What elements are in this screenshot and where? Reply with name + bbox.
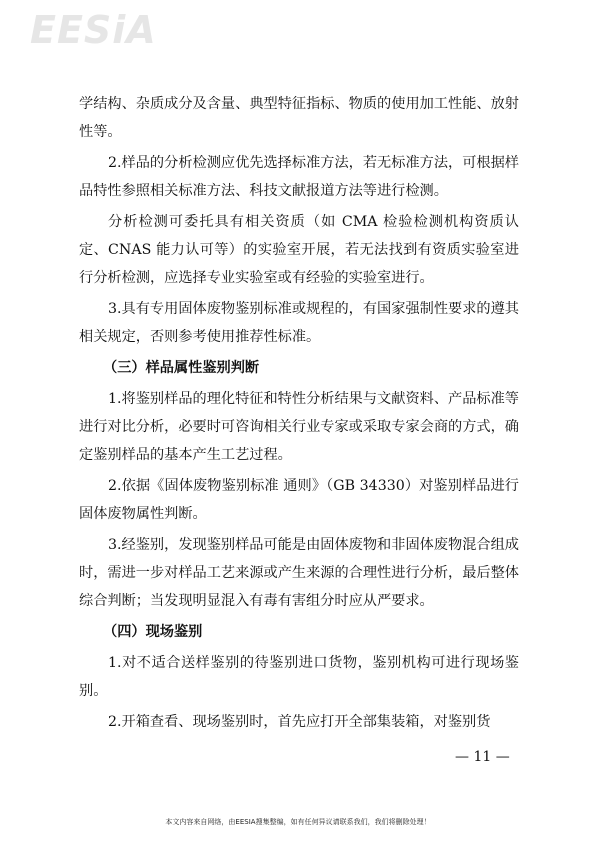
document-body [79,90,519,739]
body-paragraph: 3.具有专用固体废物鉴别标准或规程的，有国家强制性要求的遵其相关规定，否则参考使用推荐性标准。 [79,301,519,345]
body-paragraph: 2.样品的分析检测应优先选择标准方法，若无标准方法，可根据样品特性参照相关标准方法、科技文献报道方法等进行检测。 [79,155,519,199]
body-paragraph: 学结构、杂质成分及含量、典型特征指标、物质的使用加工性能、放射性等。 [79,96,519,140]
body-paragraph: 分析检测可委托具有相关资质（如 CMA 检验检测机构资质认定、CNAS 能力认可等）的实验室开展，若无法找到有资质实验室进行分析检测，应选择专业实验室或有经验的实验室进行。 [79,214,519,286]
body-paragraph: 2.依据《固体废物鉴别标准 通则》（GB 34330）对鉴别样品进行固体废物属性判断。 [79,478,519,522]
section-heading: （三）样品属性鉴别判断 [103,360,260,376]
body-paragraph: 1.将鉴别样品的理化特征和特性分析结果与文献资料、产品标准等进行对比分析，必要时可咨询相关行业专家或采取专家会商的方式，确定鉴别样品的基本产生工艺过程。 [79,391,519,463]
body-paragraph: 1.对不适合送样鉴别的待鉴别进口货物，鉴别机构可进行现场鉴别。 [79,655,519,699]
section-heading: （四）现场鉴别 [103,624,203,640]
page-number: — 11 — [455,749,510,765]
eesia-logo: EESiA [30,8,157,52]
footer-disclaimer: 本文内容来自网络，由EESIA搜集整编，如有任何异议请联系我们，我们将删除处理！ [165,818,431,826]
body-paragraph: 3.经鉴别，发现鉴别样品可能是由固体废物和非固体废物混合组成时，需进一步对样品工艺来源或产生来源的合理性进行分析，最后整体综合判断；当发现明显混入有毒有害组分时应从严要求。 [79,537,519,609]
body-paragraph: 2.开箱查看、现场鉴别时，首先应打开全部集装箱，对鉴别货 [108,714,491,730]
